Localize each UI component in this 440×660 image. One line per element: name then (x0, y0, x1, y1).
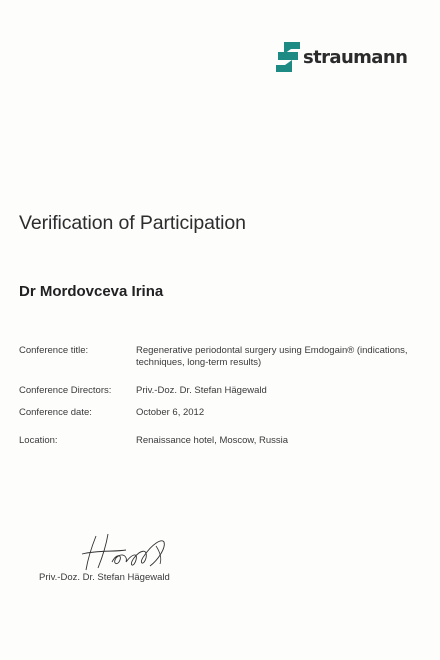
brand-name: straumann (303, 46, 408, 68)
straumann-s-logo-icon (276, 42, 300, 72)
detail-label: Conference date: (19, 407, 92, 418)
detail-label: Conference title: (19, 345, 89, 356)
detail-label: Location: (19, 435, 58, 446)
detail-value: Regenerative periodontal surgery using Emdogain® (indications, techniques, long-term results) (136, 345, 408, 368)
detail-value: Priv.-Doz. Dr. Stefan Hägewald (136, 385, 267, 396)
handwritten-signature-icon (78, 532, 170, 574)
detail-value: October 6, 2012 (136, 407, 205, 418)
signatory-name: Priv.-Doz. Dr. Stefan Hägewald (39, 572, 170, 583)
participant-name: Dr Mordovceva Irina (19, 283, 164, 300)
straumann-logo (276, 42, 407, 72)
document-title: Verification of Participation (19, 212, 246, 234)
detail-value: Renaissance hotel, Moscow, Russia (136, 435, 289, 446)
detail-label: Conference Directors: (19, 385, 112, 396)
